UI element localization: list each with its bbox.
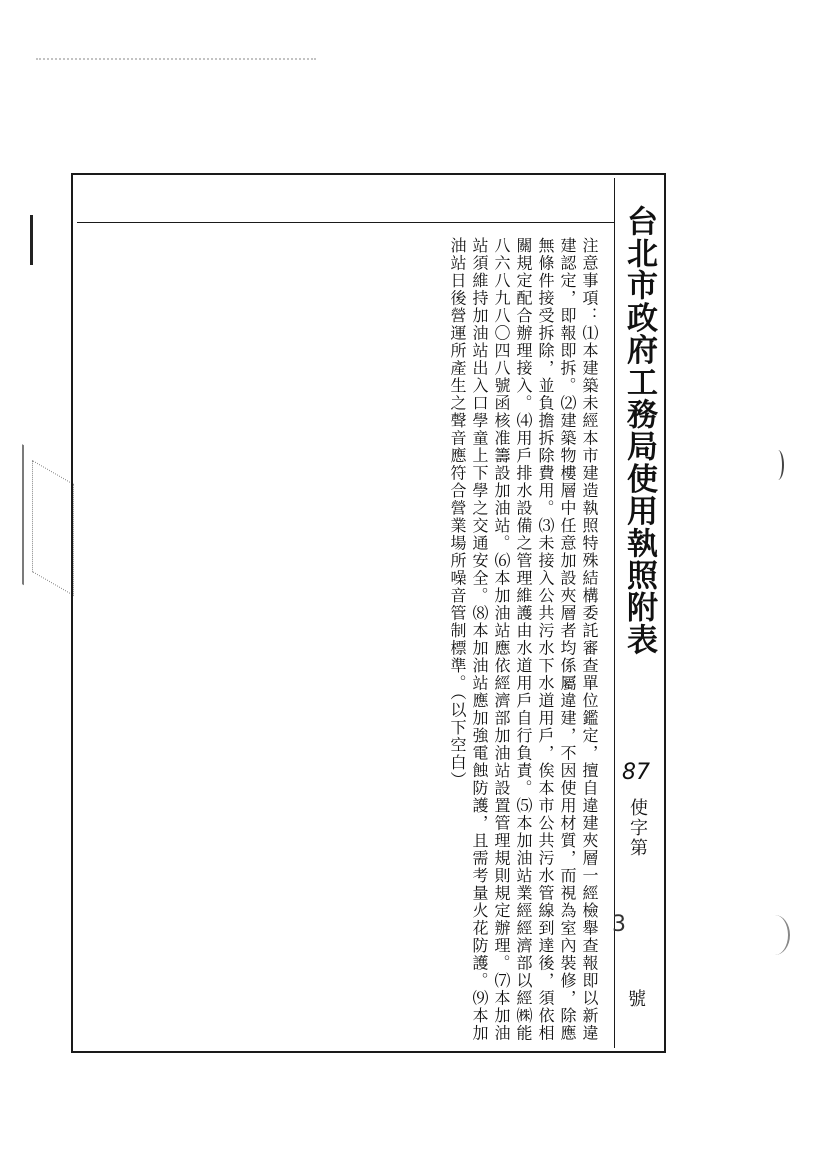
notes-heading: 注意事項：	[580, 237, 599, 325]
notes-text	[446, 237, 600, 1057]
notes-block	[420, 237, 600, 1057]
scan-specks	[36, 58, 316, 62]
document-title: 台北市政府工務局使用執照附表	[621, 205, 657, 656]
scan-bracket-mark	[772, 450, 784, 480]
license-number-prefix: 使字第	[627, 798, 648, 858]
license-serial-year: 87	[622, 760, 650, 785]
license-number-handwritten: 3	[612, 912, 626, 937]
header-rule	[77, 222, 615, 223]
notes-body: ⑴本建築未經本市建造執照特殊結構委託審查單位鑑定，擅自違建夾層一經檢舉查報即以新違建認定，即報即拆。⑵建築物樓層中任意加設夾層者均係屬違建，不因使用材質，而視為室內裝修，除應無條件接受拆除，並負擔拆除費用。⑶未接入公共污水下水道用戶，俟本市公共污水管線到達後，須依相關規定配合辦理接入。⑷用戶排水設備之管理維護由水道用戶自行負責。⑸本加油站業經經濟部以經㈱能八六八九八〇四八號函核准籌設加油站。⑹本加油站應依經濟部加油站設置管理規則規定辦理。⑺本加油站須維持加油站出入口學童上下學之交通安全。⑻本加油站應加強電蝕防護，且需考量火花防護。⑼本加油站日後營運所產生之聲音應符合營業場所噪音管制標準。（以下空白）	[448, 237, 599, 1042]
license-number-suffix: 號	[628, 989, 646, 1010]
scan-blot	[760, 915, 790, 955]
binding-mark	[30, 215, 45, 265]
